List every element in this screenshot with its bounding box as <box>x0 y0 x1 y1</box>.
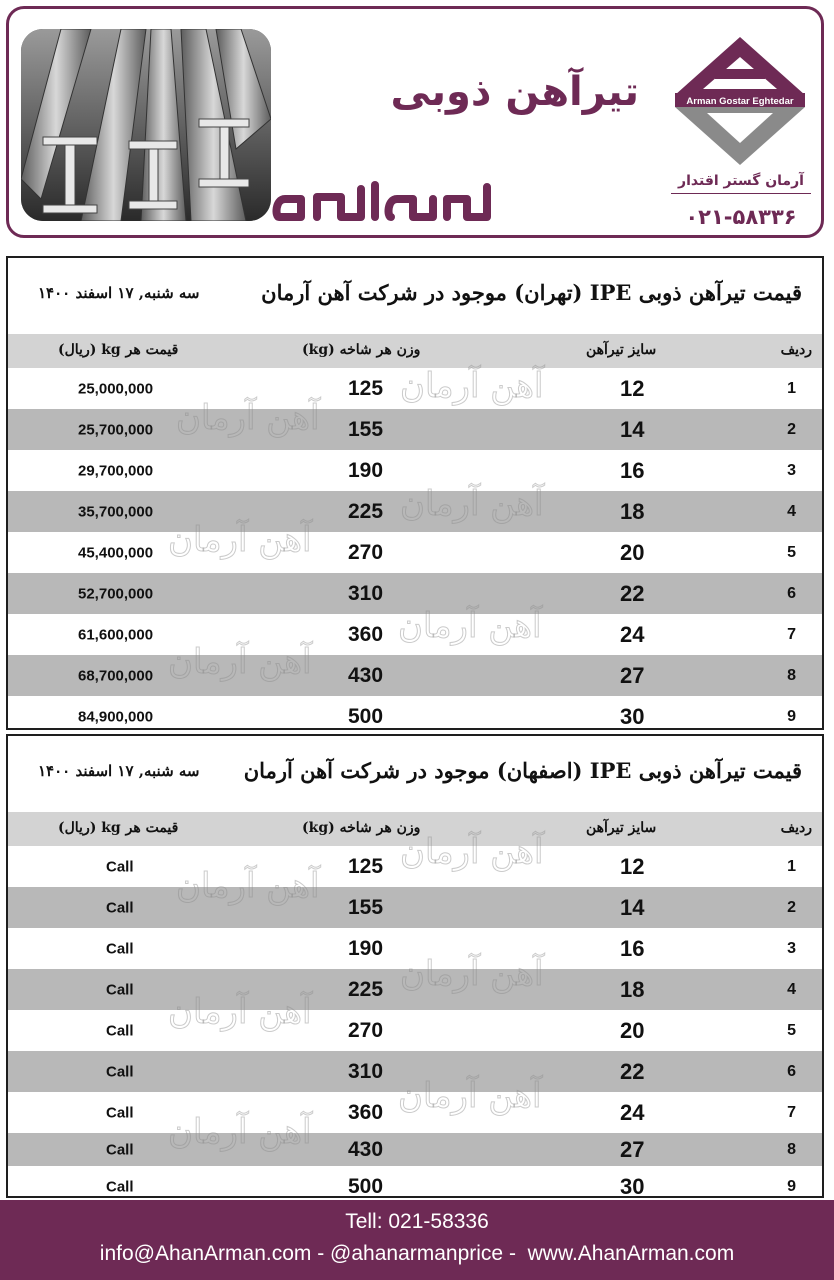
table-row <box>8 969 822 1010</box>
cell-weight: 155 <box>348 895 384 919</box>
cell-size: 24 <box>620 621 645 647</box>
cell-weight: 190 <box>348 458 384 482</box>
arman-logo <box>665 27 815 167</box>
cell-price: 52,700,000 <box>78 585 154 602</box>
table-row <box>8 491 822 532</box>
cell-weight: 500 <box>348 1175 384 1198</box>
cell-price[interactable]: Call <box>106 858 134 875</box>
cell-weight: 125 <box>348 376 384 400</box>
table-row <box>8 409 822 450</box>
cell-row-number: 9 <box>787 1178 796 1195</box>
cell-row-number: 5 <box>787 543 796 561</box>
cell-weight: 360 <box>348 622 384 646</box>
watermark-logo: آهن آرمان <box>168 520 312 560</box>
logo-persian-name: آرمان گستر اقتدار <box>671 173 811 194</box>
footer-phone[interactable]: Tell: 021-58336 <box>345 1210 489 1233</box>
cell-row-number: 9 <box>787 707 796 725</box>
cell-size: 16 <box>620 935 645 961</box>
cell-row-number: 2 <box>787 420 796 438</box>
logo-en-text: Arman Gostar Eghtedar <box>686 96 794 107</box>
cell-price[interactable]: Call <box>106 899 134 916</box>
cell-price[interactable]: Call <box>106 1022 134 1039</box>
cell-row-number: 8 <box>787 1140 796 1158</box>
table-row <box>8 887 822 928</box>
table-body <box>8 846 822 1208</box>
cell-weight: 500 <box>348 704 384 728</box>
cell-size: 14 <box>620 416 645 442</box>
header-row-number: ردیف <box>780 342 812 358</box>
cell-weight: 125 <box>348 854 384 878</box>
cell-weight: 225 <box>348 977 384 1001</box>
cell-price[interactable]: Call <box>106 1178 134 1196</box>
table-row <box>8 532 822 573</box>
cell-row-number: 1 <box>787 379 796 397</box>
cell-row-number: 1 <box>787 857 796 875</box>
table-row <box>8 928 822 969</box>
price-table-isfahan <box>6 734 824 1198</box>
cell-row-number: 2 <box>787 898 796 916</box>
table-row <box>8 655 822 696</box>
cell-size: 18 <box>620 976 645 1002</box>
cell-price[interactable]: Call <box>106 981 134 998</box>
cell-weight: 225 <box>348 499 384 523</box>
cell-row-number: 6 <box>787 1062 796 1080</box>
watermark-logo: آهن آرمان <box>398 606 542 646</box>
header-row-number: ردیف <box>780 820 812 836</box>
table-row <box>8 450 822 491</box>
cell-size: 16 <box>620 457 645 483</box>
cell-size: 27 <box>620 1136 645 1162</box>
cell-weight: 270 <box>348 1018 384 1042</box>
cell-weight: 155 <box>348 417 384 441</box>
cell-price: 61,600,000 <box>78 626 154 643</box>
table-header <box>8 334 822 368</box>
cell-price: 29,700,000 <box>78 462 154 479</box>
cell-size: 20 <box>620 539 645 565</box>
cell-price: 25,000,000 <box>78 380 154 397</box>
price-table-tehran <box>6 256 824 730</box>
cell-weight: 310 <box>348 1059 384 1083</box>
cell-size: 22 <box>620 1058 645 1084</box>
cell-weight: 430 <box>348 1137 384 1161</box>
cell-size: 18 <box>620 498 645 524</box>
cell-price: 45,400,000 <box>78 544 154 561</box>
cell-row-number: 7 <box>787 625 796 643</box>
table-row <box>8 368 822 409</box>
cell-size: 30 <box>620 703 645 729</box>
table-header <box>8 812 822 846</box>
footer-contact-bar <box>0 1200 834 1280</box>
cell-row-number: 8 <box>787 666 796 684</box>
cell-row-number: 3 <box>787 939 796 957</box>
header-phone[interactable]: ۰۲۱-۵۸۳۳۶ <box>685 205 797 229</box>
cell-size: 30 <box>620 1174 645 1199</box>
ahan-arman-wordmark <box>271 177 497 227</box>
table-date: سه شنبه, ۱۷ اسفند ۱۴۰۰ <box>38 762 200 780</box>
table-row <box>8 1051 822 1092</box>
cell-row-number: 4 <box>787 502 796 520</box>
watermark-logo: آهن آرمان <box>400 366 544 406</box>
watermark-logo: آهن آرمان <box>176 866 320 906</box>
cell-price[interactable]: Call <box>106 1104 134 1121</box>
table-row <box>8 846 822 887</box>
cell-size: 12 <box>620 853 645 879</box>
cell-weight: 430 <box>348 663 384 687</box>
header-price: قیمت هر kg (ریال) <box>58 342 179 358</box>
table-title: قیمت تیرآهن ذوبی IPE (تهران) موجود در شرکت آهن آرمان <box>261 280 802 305</box>
cell-row-number: 6 <box>787 584 796 602</box>
cell-size: 12 <box>620 375 645 401</box>
table-row <box>8 614 822 655</box>
table-date: سه شنبه, ۱۷ اسفند ۱۴۰۰ <box>38 284 200 302</box>
cell-price: 35,700,000 <box>78 503 154 520</box>
footer-links[interactable]: info@AhanArman.com - @ahanarmanprice - www.AhanArman.com <box>99 1242 735 1265</box>
header-price: قیمت هر kg (ریال) <box>58 820 179 836</box>
steel-beams-photo <box>21 29 271 221</box>
cell-row-number: 5 <box>787 1021 796 1039</box>
cell-weight: 310 <box>348 581 384 605</box>
cell-price: 25,700,000 <box>78 421 154 438</box>
table-row <box>8 573 822 614</box>
cell-weight: 360 <box>348 1100 384 1124</box>
cell-price[interactable]: Call <box>106 1063 134 1080</box>
cell-size: 22 <box>620 580 645 606</box>
cell-size: 24 <box>620 1099 645 1125</box>
header-weight: وزن هر شاخه (kg) <box>302 342 421 358</box>
page-title: تیرآهن ذوبی <box>390 69 639 115</box>
cell-row-number: 4 <box>787 980 796 998</box>
cell-price: 84,900,000 <box>78 708 154 725</box>
table-row <box>8 1010 822 1051</box>
cell-size: 27 <box>620 662 645 688</box>
cell-size: 14 <box>620 894 645 920</box>
table-row <box>8 1092 822 1133</box>
header-size: سایز تیرآهن <box>586 342 657 358</box>
cell-price: 68,700,000 <box>78 667 154 684</box>
cell-row-number: 7 <box>787 1103 796 1121</box>
cell-weight: 190 <box>348 936 384 960</box>
table-title: قیمت تیرآهن ذوبی IPE (اصفهان) موجود در شرکت آهن آرمان <box>243 758 802 783</box>
header-size: سایز تیرآهن <box>586 820 657 836</box>
cell-price[interactable]: Call <box>106 940 134 957</box>
table-row <box>8 696 822 737</box>
watermark-logo: آهن آرمان <box>168 1112 312 1152</box>
cell-price[interactable]: Call <box>106 1141 134 1158</box>
cell-size: 20 <box>620 1017 645 1043</box>
header-weight: وزن هر شاخه (kg) <box>302 820 421 836</box>
cell-weight: 270 <box>348 540 384 564</box>
watermark-logo: آهن آرمان <box>400 832 544 872</box>
table-body <box>8 368 822 737</box>
header-banner <box>6 6 824 238</box>
table-row <box>8 1133 822 1166</box>
watermark-logo: آهن آرمان <box>168 992 312 1032</box>
cell-row-number: 3 <box>787 461 796 479</box>
watermark-logo: آهن آرمان <box>398 1076 542 1116</box>
